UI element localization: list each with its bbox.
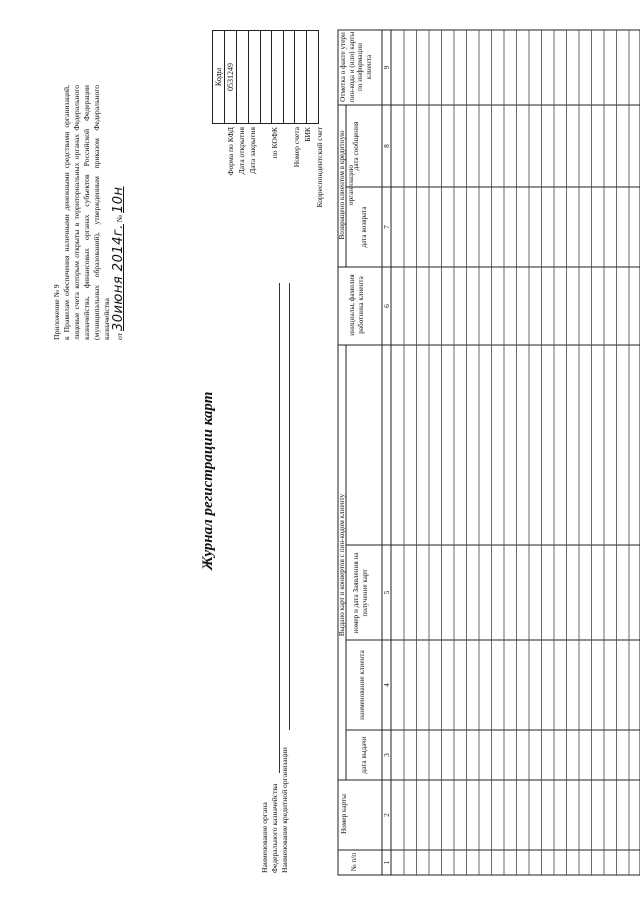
org-label-2: Федерального казначейства xyxy=(270,783,279,873)
header-group-issued: Выдано карт и конвертов с пин-кодом клиенту xyxy=(338,493,346,637)
appendix-number: Приложение № 9 xyxy=(52,284,61,340)
label-account: Номер счета xyxy=(292,127,301,168)
header-application: номер и дата Заявления на получение карт xyxy=(352,552,369,634)
header-no: № п/п xyxy=(350,852,358,872)
no-label: № xyxy=(115,214,124,223)
codes-header: Коды xyxy=(213,31,225,124)
org-label-3: Наименование кредитной организации xyxy=(280,747,289,873)
label-kofk: по КОФК xyxy=(270,127,279,159)
label-bik: БИК xyxy=(303,127,312,142)
label-corr-account: Корреспондентский счет xyxy=(315,127,324,208)
document-title: Журнал регистрации карт xyxy=(200,391,216,570)
label-form-kfd: Форма по КФД xyxy=(226,127,235,176)
col-number-3: 3 xyxy=(382,753,391,757)
col-number-5: 5 xyxy=(382,590,391,595)
appendix-text: к Правилам обеспечения наличными денежными средствами организаций, лицевые счета которым открыты в территориальных органах Федерального казначейства, финансовых органах субъектов Российской Федерации (муниципальных образований), утвержденным приказом Федерального казначейства xyxy=(62,85,111,340)
handwritten-date: 30июня 2014г. xyxy=(111,224,126,332)
header-group-returned: Возвращено клиентом в кредитную организацию xyxy=(338,130,355,240)
header-return-date: дата возврата xyxy=(360,206,368,248)
label-close-date: Дата закрытия xyxy=(248,127,257,174)
col-number-8: 8 xyxy=(382,144,391,148)
from-label: от xyxy=(115,332,124,340)
header-message-date: дата сообщения xyxy=(352,121,360,171)
header-loss-mark: Отметка о факте утери пин-кода и (или) карты по информации клиента xyxy=(339,31,373,103)
org-label-1: Наименование органа xyxy=(260,802,269,873)
label-open-date: Дата открытия xyxy=(237,127,246,175)
col-number-4: 4 xyxy=(382,683,391,687)
col-number-6: 6 xyxy=(382,304,391,308)
col-number-9: 9 xyxy=(382,65,391,70)
header-issue-date: дата выдачи xyxy=(360,736,368,774)
col-number-1: 1 xyxy=(382,860,391,865)
col-number-2: 2 xyxy=(382,813,391,817)
header-client-name: наименование клиента xyxy=(358,650,366,720)
header-card-number: Номер карты xyxy=(340,794,348,834)
handwritten-number: 10н xyxy=(111,186,126,214)
row-lines xyxy=(404,30,629,875)
code-form-kfd: 0531249 xyxy=(225,31,237,124)
header-worker: инициалы, фамилия работника клиента xyxy=(348,274,365,336)
col-number-7: 7 xyxy=(382,225,391,229)
